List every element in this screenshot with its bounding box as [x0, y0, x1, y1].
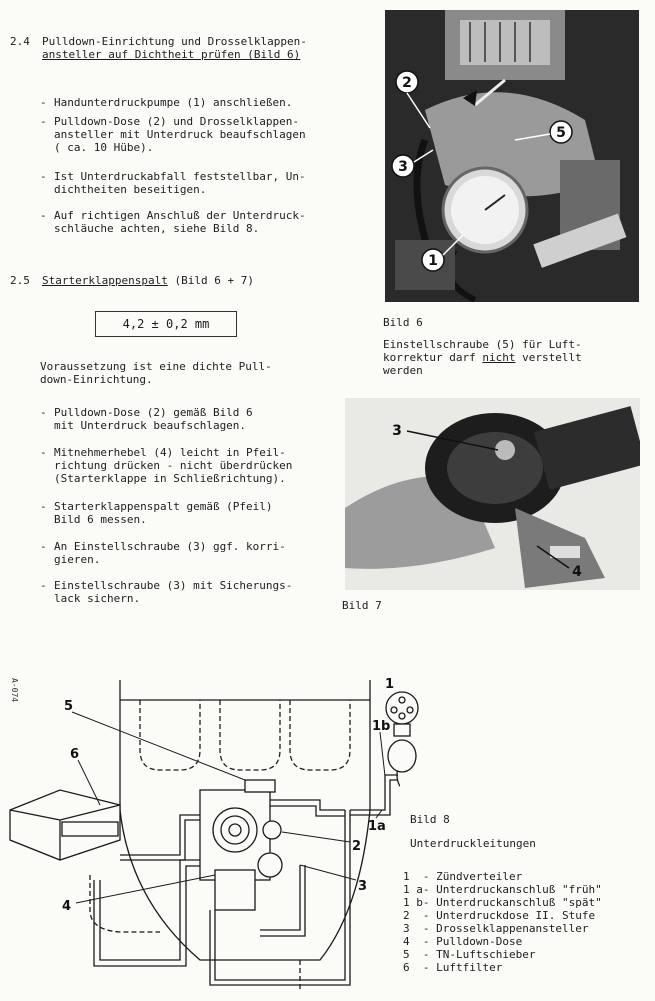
bullet-line: Mitnehmerhebel (4) leicht in Pfeil-	[54, 446, 286, 459]
bullet-line: ansteller mit Unterdruck beaufschlagen	[54, 128, 306, 141]
heading-line: ansteller auf Dichtheit prüfen (Bild 6)	[42, 48, 301, 61]
bullet-line: schläuche achten, siehe Bild 8.	[54, 222, 260, 235]
bullet-line: Starterklappenspalt gemäß (Pfeil)	[54, 500, 273, 513]
legend-key: 1 b	[403, 896, 423, 909]
figure-6-photo	[385, 10, 639, 302]
figure-7-photo	[345, 398, 640, 590]
bullet-dash: -	[40, 115, 47, 128]
paragraph-line: down-Einrichtung.	[40, 373, 153, 386]
caption-line: Einstellschraube (5) für Luft-	[383, 338, 582, 351]
legend-item	[403, 909, 595, 922]
legend-text: Unterdruckdose II. Stufe	[436, 909, 596, 922]
figure-6-label: Bild 6	[383, 316, 423, 329]
legend-sep: -	[422, 896, 437, 909]
legend-text: Drosselklappenansteller	[436, 922, 589, 935]
callout-label: 5	[556, 125, 566, 141]
callout-label: 4	[62, 899, 72, 914]
legend-sep: -	[409, 870, 437, 883]
bullet-item	[40, 209, 360, 235]
bullet-line: ( ca. 10 Hübe).	[54, 141, 154, 154]
legend-item	[403, 870, 522, 883]
bullet-line: gieren.	[54, 553, 101, 566]
callout-label: 1a	[368, 819, 386, 834]
bullet-item	[40, 170, 360, 196]
figure-8-diagram	[0, 660, 400, 1000]
callout-label: 1b	[372, 719, 391, 734]
callout-label: 2	[352, 839, 362, 854]
legend-item	[403, 922, 588, 935]
distributor-drawing	[380, 690, 430, 780]
legend-key: 2	[403, 909, 410, 922]
bullet-dash: -	[40, 500, 47, 513]
heading-line: Pulldown-Einrichtung und Drosselklappen-	[42, 35, 307, 48]
section-number: 2.4	[10, 35, 30, 48]
callout-label: 4	[572, 564, 582, 580]
bullet-line: Handunterdruckpumpe (1) anschließen.	[54, 96, 293, 109]
bullet-dash: -	[40, 170, 47, 183]
legend-item	[403, 961, 502, 974]
legend-item	[403, 896, 602, 909]
legend-key: 6	[403, 961, 410, 974]
bullet-line: Pulldown-Dose (2) und Drosselklappen-	[54, 115, 300, 128]
callout-label: 3	[358, 879, 368, 894]
paragraph-line: Voraussetzung ist eine dichte Pull-	[40, 360, 272, 373]
legend-item	[403, 948, 535, 961]
bullet-dash: -	[40, 96, 47, 109]
callout-label: 3	[392, 423, 402, 439]
legend-sep: -	[409, 961, 437, 974]
legend-key: 4	[403, 935, 410, 948]
bullet-line: Einstellschraube (3) mit Sicherungs-	[54, 579, 293, 592]
legend-sep: -	[409, 909, 437, 922]
callout-label: 5	[64, 699, 74, 714]
legend-key: 5	[403, 948, 410, 961]
bullet-line: Bild 6 messen.	[54, 513, 147, 526]
bullet-line: lack sichern.	[54, 592, 141, 605]
bullet-line: mit Unterdruck beaufschlagen.	[54, 419, 247, 432]
bullet-item	[40, 446, 360, 485]
legend-item	[403, 935, 522, 948]
bullet-item	[40, 406, 360, 432]
legend-text: Unterdruckanschluß "spät"	[436, 896, 602, 909]
legend-sep: -	[409, 948, 437, 961]
bullet-line: An Einstellschraube (3) ggf. korri-	[54, 540, 286, 553]
legend-item	[403, 883, 602, 896]
legend-text: Unterdruckanschluß "früh"	[436, 883, 602, 896]
spec-value: 4,2 ± 0,2 mm	[122, 317, 210, 331]
callout-label: 1	[384, 677, 394, 692]
bullet-line: (Starterklappe in Schließrichtung).	[54, 472, 286, 485]
bullet-dash: -	[40, 579, 47, 592]
legend-key: 1 a	[403, 883, 423, 896]
figure-code: A-074	[10, 678, 19, 703]
callout-label: 1	[428, 253, 438, 269]
bullet-dash: -	[40, 540, 47, 553]
bullet-dash: -	[40, 209, 47, 222]
bullet-item	[40, 115, 360, 154]
bullet-item	[40, 579, 360, 605]
caption-text: verstellt	[515, 351, 582, 364]
legend-text: TN-Luftschieber	[436, 948, 536, 961]
legend-sep: -	[409, 935, 437, 948]
bullet-item	[40, 500, 360, 526]
bullet-item	[40, 540, 360, 566]
figure-8-label: Bild 8	[410, 813, 450, 826]
section-2-4-heading	[10, 35, 370, 61]
section-2-5-heading	[10, 274, 370, 287]
bullet-line: Pulldown-Dose (2) gemäß Bild 6	[54, 406, 253, 419]
bullet-dash: -	[40, 446, 47, 459]
legend-key: 1	[403, 870, 410, 883]
legend-text: Luftfilter	[436, 961, 503, 974]
callout-label: 3	[398, 159, 408, 175]
legend-text: Zündverteiler	[436, 870, 523, 883]
legend-text: Pulldown-Dose	[436, 935, 523, 948]
caption-line: werden	[383, 364, 423, 377]
caption-emphasis: nicht	[482, 351, 516, 364]
bullet-dash: -	[40, 406, 47, 419]
bullet-line: dichtheiten beseitigen.	[54, 183, 207, 196]
figure-7-label: Bild 7	[342, 599, 382, 612]
figure-6-caption	[383, 338, 643, 377]
bullet-line: Auf richtigen Anschluß der Unterdruck-	[54, 209, 306, 222]
legend-key: 3	[403, 922, 410, 935]
caption-text: korrektur darf	[383, 351, 483, 364]
spec-value-box	[95, 311, 237, 337]
bullet-line: richtung drücken - nicht überdrücken	[54, 459, 293, 472]
callout-label: 6	[70, 747, 80, 762]
heading-rest: (Bild 6 + 7)	[167, 274, 254, 287]
section-number: 2.5	[10, 274, 30, 287]
heading-underlined: Starterklappenspalt	[42, 274, 168, 287]
legend-sep: -	[409, 922, 437, 935]
legend-sep: -	[422, 883, 437, 896]
bullet-line: Ist Unterdruckabfall feststellbar, Un-	[54, 170, 306, 183]
callout-label: 2	[402, 75, 412, 91]
figure-8-subtitle: Unterdruckleitungen	[410, 837, 536, 850]
precondition-text	[40, 360, 340, 386]
bullet-item	[40, 96, 360, 109]
